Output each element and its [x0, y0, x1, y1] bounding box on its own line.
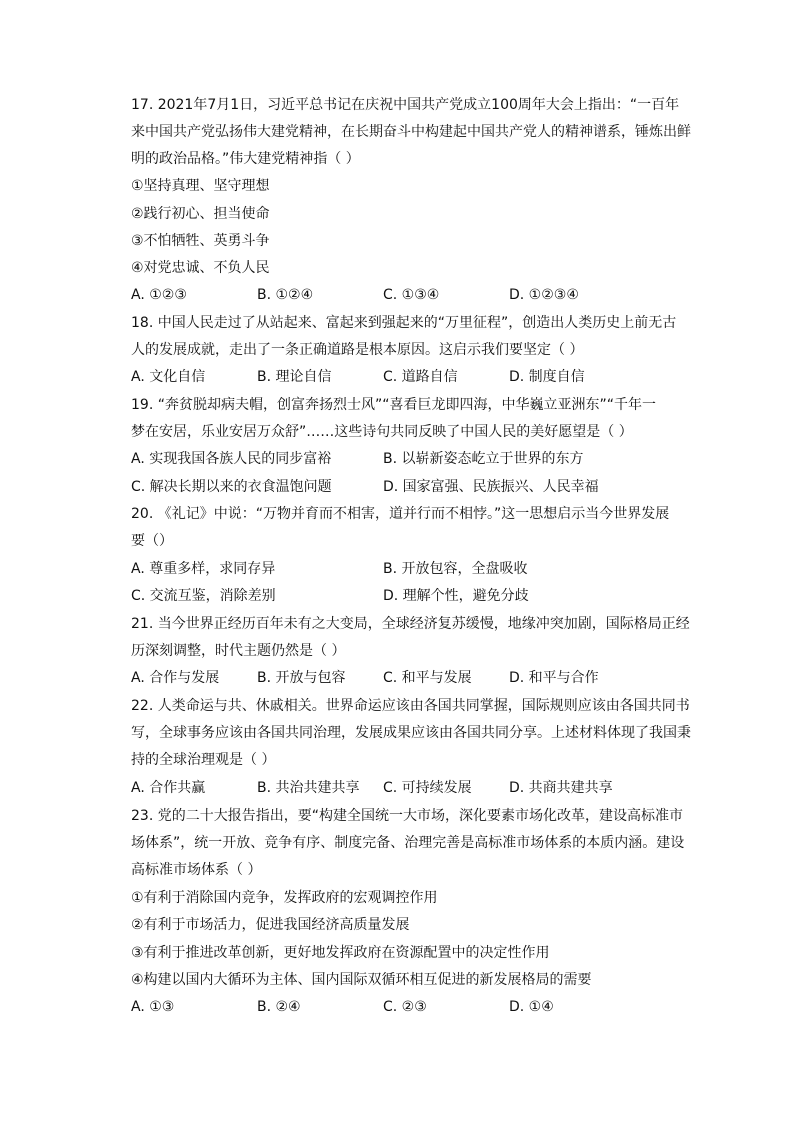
option-c: C. ②③: [383, 999, 427, 1015]
question-18-line-2: 人的发展成就，走出了一条正确道路是根本原因。这启示我们要坚定（ ）: [131, 342, 584, 358]
option-a: A. 合作与发展: [131, 670, 220, 686]
option-b: B. 开放包容，全盘吸收: [383, 561, 528, 577]
question-22-options: [131, 778, 701, 798]
question-18-line-1: 18. 中国人民走过了从站起来、富起来到强起来的“万里征程”，创造出人类历史上前无古: [131, 315, 677, 331]
option-a: A. 实现我国各族人民的同步富裕: [131, 451, 332, 467]
question-23-statement-3: ③有利于推进改革创新，更好地发挥政府在资源配置中的决定性作用: [131, 945, 550, 961]
option-c: C. 和平与发展: [383, 670, 472, 686]
option-c: C. 交流互鉴，消除差别: [131, 588, 276, 604]
question-19-line-2: 梦在安居，乐业安居万众舒”……这些诗句共同反映了中国人民的美好愿望是（ ）: [131, 424, 633, 440]
question-23-line-3: 高标准市场体系（ ）: [131, 862, 262, 878]
question-17-statement-2: ②践行初心、担当使命: [131, 206, 270, 222]
question-23-line-1: 23. 党的二十大报告指出，要“构建全国统一大市场，深化要素市场化改革，建设高标准市: [131, 808, 683, 824]
option-d: D. 共商共建共享: [509, 780, 613, 796]
question-20-line-2: 要（）: [131, 533, 173, 549]
question-17-statement-1: ①坚持真理、坚守理想: [131, 178, 270, 194]
question-19-line-1: 19. “奔贫脱却病夫帽，创富奔扬烈士风”“喜看巨龙即四海，中华巍立亚洲东”“千年一: [131, 397, 656, 413]
question-19-options-row-2: [131, 477, 701, 497]
option-d: D. ①④: [509, 999, 554, 1015]
question-17-line-2: 来中国共产党弘扬伟大建党精神，在长期奋斗中构建起中国共产党人的精神谱系，锤炼出鲜: [131, 124, 691, 140]
option-d: D. ①②③④: [509, 287, 579, 303]
option-a: A. ①③: [131, 999, 175, 1015]
question-17-statement-3: ③不怕牺牲、英勇斗争: [131, 233, 270, 249]
question-23-line-2: 场体系”，统一开放、竞争有序、制度完备、治理完善是高标准市场体系的本质内涵。建设: [131, 835, 685, 851]
option-d: D. 制度自信: [509, 369, 585, 385]
question-17-options: [131, 285, 701, 305]
question-19-options-row-1: [131, 449, 701, 469]
option-c: C. 解决长期以来的衣食温饱问题: [131, 479, 332, 495]
option-d: D. 理解个性，避免分歧: [383, 588, 529, 604]
question-21-line-2: 历深刻调整，时代主题仍然是（ ）: [131, 643, 346, 659]
option-c: C. 道路自信: [383, 369, 458, 385]
question-22-line-1: 22. 人类命运与共、休戚相关。世界命运应该由各国共同掌握，国际规则应该由各国共同书: [131, 698, 690, 714]
option-b: B. 开放与包容: [257, 670, 346, 686]
option-a: A. 文化自信: [131, 369, 206, 385]
option-d: D. 国家富强、民族振兴、人民幸福: [383, 479, 599, 495]
question-20-line-1: 20. 《礼记》中说：“万物并育而不相害，道并行而不相悖。”这一思想启示当今世界发展: [131, 506, 670, 522]
option-b: B. 共治共建共享: [257, 780, 360, 796]
question-23-statement-4: ④构建以国内大循环为主体、国内国际双循环相互促进的新发展格局的需要: [131, 972, 592, 988]
option-b: B. ①②④: [257, 287, 314, 303]
question-22-line-2: 写，全球事务应该由各国共同治理，发展成果应该由各国共同分享。上述材料体现了我国秉: [131, 725, 691, 741]
question-23-statement-2: ②有利于市场活力，促进我国经济高质量发展: [131, 917, 410, 933]
option-c: C. ①③④: [383, 287, 440, 303]
question-17-statement-4: ④对党忠诚、不负人民: [131, 260, 270, 276]
question-21-options: [131, 668, 701, 688]
question-20-options-row-2: [131, 586, 701, 606]
question-23-options: [131, 997, 701, 1017]
option-a: A. 尊重多样，求同存异: [131, 561, 276, 577]
question-22-line-3: 持的全球治理观是（ ）: [131, 752, 276, 768]
option-a: A. 合作共赢: [131, 780, 206, 796]
option-b: B. ②④: [257, 999, 301, 1015]
option-d: D. 和平与合作: [509, 670, 599, 686]
question-18-options: [131, 367, 701, 387]
option-a: A. ①②③: [131, 287, 187, 303]
question-23-statement-1: ①有利于消除国内竞争，发挥政府的宏观调控作用: [131, 890, 438, 906]
question-17-line-1: 17. 2021年7月1日，习近平总书记在庆祝中国共产党成立100周年大会上指出：“一百年: [131, 97, 680, 113]
question-20-options-row-1: [131, 559, 701, 579]
option-c: C. 可持续发展: [383, 780, 472, 796]
question-17-line-3: 明的政治品格。”伟大建党精神指（ ）: [131, 151, 360, 167]
option-b: B. 理论自信: [257, 369, 332, 385]
question-21-line-1: 21. 当今世界正经历百年未有之大变局，全球经济复苏缓慢，地缘冲突加剧，国际格局正经: [131, 616, 690, 632]
option-b: B. 以崭新姿态屹立于世界的东方: [383, 451, 584, 467]
